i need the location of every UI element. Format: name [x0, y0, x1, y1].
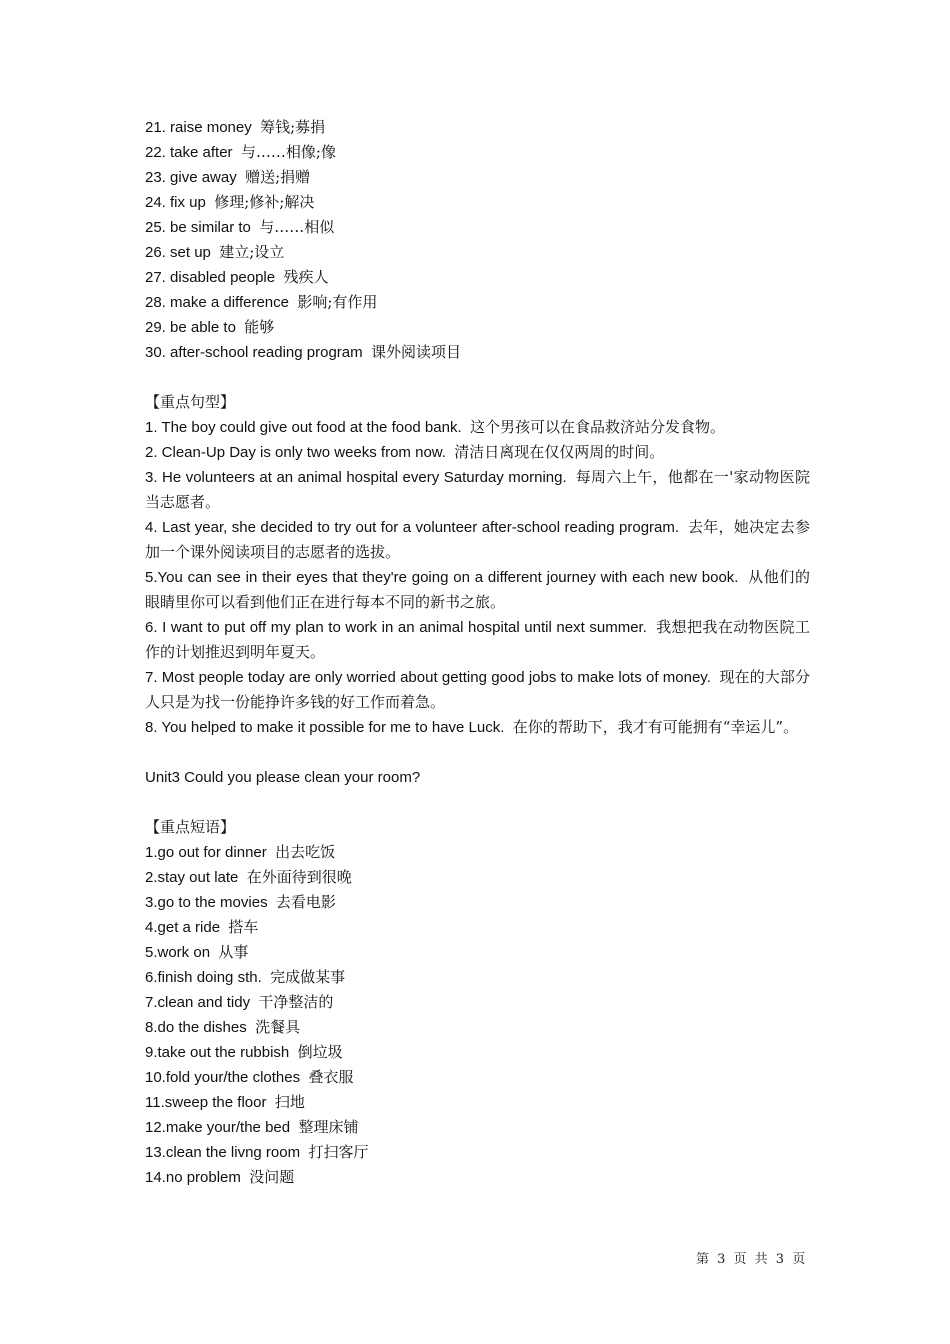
- phrase-zh: 完成做某事: [270, 968, 346, 986]
- list-item: [145, 915, 810, 940]
- phrase-zh: 能够: [244, 318, 275, 336]
- phrase-en: 8.do the dishes: [145, 1019, 247, 1036]
- section-heading-phrases: 【重点短语】: [145, 818, 236, 836]
- spacer: [145, 740, 810, 765]
- list-item: [145, 190, 810, 215]
- phrase-zh: 与……相像;像: [240, 143, 336, 161]
- sentence-en: 3. He volunteers at an animal hospital every Saturday morning.: [145, 469, 567, 486]
- list-item: [145, 1115, 810, 1140]
- phrase-zh: 整理床铺: [298, 1118, 359, 1136]
- phrase-en: 11.sweep the floor: [145, 1094, 267, 1111]
- phrase-zh: 从事: [218, 943, 249, 961]
- phrase-zh: 搭车: [228, 918, 259, 936]
- sentence-en: 7. Most people today are only worried about getting good jobs to make lots of money.: [145, 669, 711, 686]
- sentence-zh: 在你的帮助下，我才有可能拥有“幸运儿”。: [512, 718, 799, 736]
- list-item: [145, 665, 810, 715]
- list-item: [145, 440, 810, 465]
- list-item: [145, 465, 810, 515]
- phrase-zh: 叠衣服: [308, 1068, 354, 1086]
- list-item: [145, 115, 810, 140]
- phrase-en: 3.go to the movies: [145, 894, 268, 911]
- list-item: [145, 315, 810, 340]
- phrase-zh: 倒垃圾: [297, 1043, 343, 1061]
- sentence-en: 5.You can see in their eyes that they're going on a different journey with each new book.: [145, 569, 739, 586]
- phrase-en: 5.work on: [145, 944, 211, 961]
- sentence-zh: 从他们的眼睛里你可以看到他们正在进行每本不同的新书之旅。: [145, 568, 810, 611]
- list-item: [145, 340, 810, 365]
- phrase-en: 23. give away: [145, 169, 237, 186]
- list-item: [145, 515, 810, 565]
- unit3-phrase-list: [145, 840, 810, 1190]
- list-item: [145, 940, 810, 965]
- sentence-zh: 现在的大部分人只是为找一份能挣许多钱的好工作而着急。: [145, 668, 810, 711]
- phrase-zh: 修理;修补;解决: [214, 193, 315, 211]
- phrase-zh: 建立;设立: [219, 243, 285, 261]
- phrase-zh: 影响;有作用: [297, 293, 378, 311]
- list-item: [145, 890, 810, 915]
- phrase-en: 2.stay out late: [145, 869, 239, 886]
- phrase-zh: 打扫客厅: [308, 1143, 369, 1161]
- list-item: [145, 165, 810, 190]
- phrase-zh: 扫地: [274, 1093, 305, 1111]
- sentence-zh: 这个男孩可以在食品救济站分发食物。: [469, 418, 725, 436]
- list-item: [145, 290, 810, 315]
- list-item: [145, 1090, 810, 1115]
- page-number-footer: 第 3 页 共 3 页: [696, 1252, 808, 1267]
- phrase-en: 29. be able to: [145, 319, 236, 336]
- spacer: [145, 790, 810, 815]
- list-item: [145, 1015, 810, 1040]
- list-item: [145, 265, 810, 290]
- phrase-zh: 出去吃饭: [275, 843, 336, 861]
- phrase-en: 12.make your/the bed: [145, 1119, 291, 1136]
- list-item: [145, 1165, 810, 1190]
- sentence-zh: 我想把我在动物医院工作的计划推迟到明年夏天。: [145, 618, 810, 661]
- sentence-en: 2. Clean-Up Day is only two weeks from now.: [145, 444, 446, 461]
- phrase-en: 10.fold your/the clothes: [145, 1069, 301, 1086]
- list-item: [145, 1140, 810, 1165]
- sentence-zh: 清洁日离现在仅仅两周的时间。: [454, 443, 665, 461]
- list-item: [145, 1040, 810, 1065]
- list-item: [145, 240, 810, 265]
- phrase-zh: 洗餐具: [255, 1018, 301, 1036]
- sentence-en: 8. You helped to make it possible for me to have Luck.: [145, 719, 505, 736]
- phrase-zh: 课外阅读项目: [370, 343, 461, 361]
- sentence-en: 1. The boy could give out food at the food bank.: [145, 419, 462, 436]
- sentence-en: 6. I want to put off my plan to work in an animal hospital until next summer.: [145, 619, 647, 636]
- phrase-zh: 赠送;捐赠: [245, 168, 311, 186]
- phrase-en: 30. after-school reading program: [145, 344, 363, 361]
- list-item: [145, 215, 810, 240]
- phrase-zh: 筹钱;募捐: [260, 118, 326, 136]
- list-item: [145, 140, 810, 165]
- phrase-en: 4.get a ride: [145, 919, 221, 936]
- phrase-en: 1.go out for dinner: [145, 844, 267, 861]
- phrase-zh: 去看电影: [275, 893, 336, 911]
- phrase-en: 14.no problem: [145, 1169, 241, 1186]
- phrase-en: 27. disabled people: [145, 269, 276, 286]
- list-item: [145, 715, 810, 740]
- unit-title: Unit3 Could you please clean your room?: [145, 769, 421, 786]
- sentence-en: 4. Last year, she decided to try out for a volunteer after-school reading program.: [145, 519, 680, 536]
- list-item: [145, 965, 810, 990]
- unit2-phrase-list: [145, 115, 810, 365]
- phrase-en: 25. be similar to: [145, 219, 251, 236]
- phrase-zh: 与……相似: [259, 218, 335, 236]
- list-item: [145, 840, 810, 865]
- phrase-zh: 干净整洁的: [258, 993, 334, 1011]
- spacer: [145, 365, 810, 390]
- list-item: [145, 415, 810, 440]
- phrase-zh: 没问题: [249, 1168, 295, 1186]
- phrase-en: 22. take after: [145, 144, 233, 161]
- sentence-zh: 去年，她决定去参加一个课外阅读项目的志愿者的选拔。: [145, 518, 810, 561]
- list-item: [145, 1065, 810, 1090]
- phrase-en: 26. set up: [145, 244, 211, 261]
- section-heading-sentences: 【重点句型】: [145, 393, 236, 411]
- phrase-zh: 在外面待到很晚: [246, 868, 352, 886]
- phrase-zh: 残疾人: [283, 268, 329, 286]
- phrase-en: 13.clean the livng room: [145, 1144, 301, 1161]
- phrase-en: 21. raise money: [145, 119, 252, 136]
- sentence-list: [145, 415, 810, 740]
- document-body: [145, 115, 810, 1190]
- list-item: [145, 865, 810, 890]
- sentence-zh: 每周六上午，他都在一'家动物医院当志愿者。: [145, 468, 810, 511]
- phrase-en: 28. make a difference: [145, 294, 289, 311]
- phrase-en: 6.finish doing sth.: [145, 969, 262, 986]
- phrase-en: 24. fix up: [145, 194, 206, 211]
- list-item: [145, 565, 810, 615]
- list-item: [145, 990, 810, 1015]
- phrase-en: 9.take out the rubbish: [145, 1044, 290, 1061]
- phrase-en: 7.clean and tidy: [145, 994, 251, 1011]
- list-item: [145, 615, 810, 665]
